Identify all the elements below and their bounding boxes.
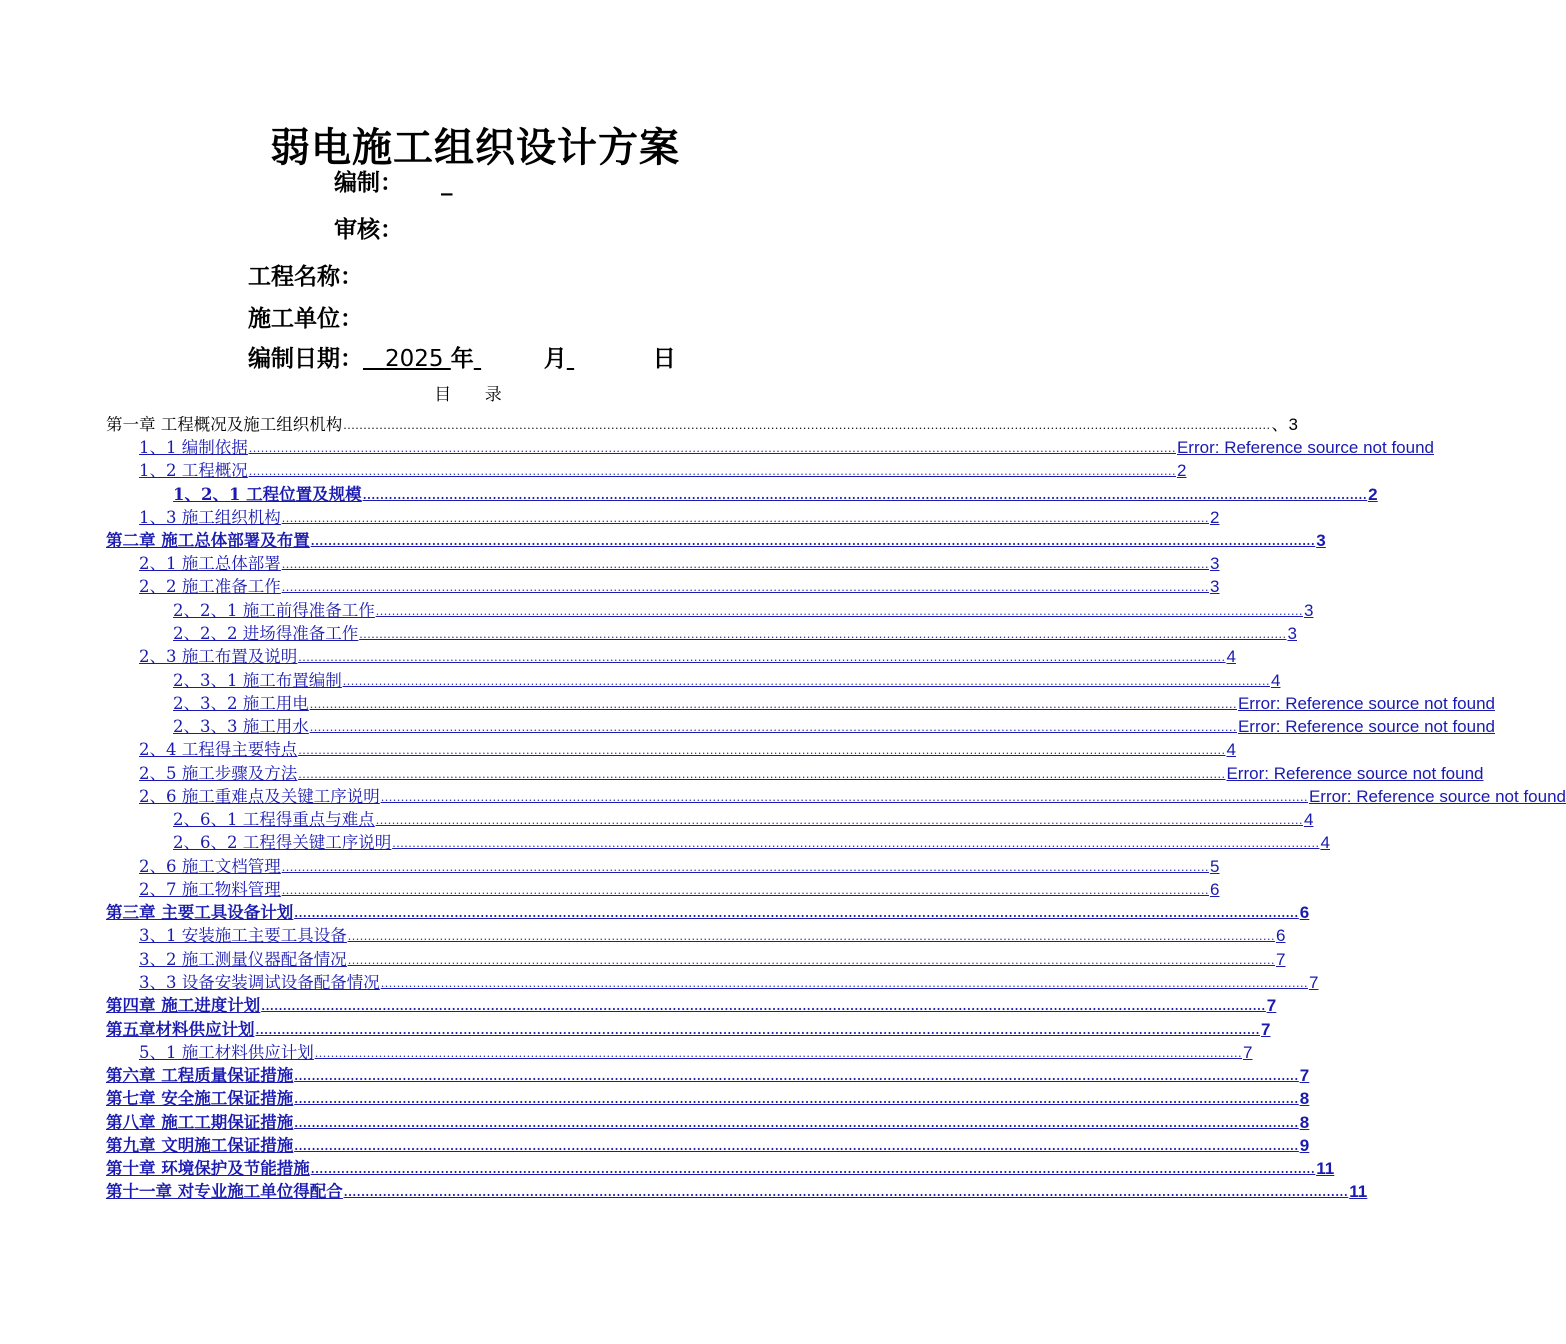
toc-entry-page: 6 [1275, 926, 1286, 945]
project-name-row [248, 258, 363, 291]
date-label: 编制日期： [248, 346, 363, 372]
toc-entry-label: 第十一章 对专业施工单位得配合 [106, 1182, 343, 1201]
date-day-unit: 日 [652, 346, 676, 372]
toc-entry-label: 2、3、3 施工用水 [173, 717, 309, 736]
toc-leader-dots: ........................................................................................................................................................................................................................................ [380, 977, 1308, 990]
toc-entry-page: 9 [1299, 1136, 1310, 1155]
date-month-unit: 月 [543, 346, 567, 372]
toc-leader-dots: ........................................................................................................................................................................................................................................ [310, 1163, 1316, 1176]
toc-entry[interactable] [139, 879, 1220, 901]
toc-entry-label: 2、3、1 施工布置编制 [173, 671, 342, 690]
toc-entry[interactable] [173, 484, 1378, 506]
toc-entry-page: 4 [1320, 833, 1330, 852]
toc-entry[interactable] [139, 553, 1220, 575]
date-year-unit: 年 [450, 346, 474, 372]
toc-entry-label: 第三章 主要工具设备计划 [106, 903, 294, 922]
toc-entry-page: 4 [1226, 647, 1236, 666]
toc-entry-label: 2、7 施工物料管理 [139, 880, 281, 899]
toc-leader-dots: ........................................................................................................................................................................................................................................ [309, 698, 1237, 711]
document-title: 弱电施工组织设计方案 [270, 125, 680, 171]
toc-leader-dots: ........................................................................................................................................................................................................................................ [375, 605, 1303, 618]
toc-leader-dots: ........................................................................................................................................................................................................................................ [310, 535, 1316, 548]
reviewed-by-label: 审核： [334, 217, 403, 243]
toc-entry[interactable] [106, 530, 1326, 552]
toc-entry-page: 7 [1260, 1020, 1271, 1039]
toc-leader-dots: ........................................................................................................................................................................................................................................ [281, 861, 1209, 874]
toc-entry-label: 2、2、1 施工前得准备工作 [173, 601, 375, 620]
toc-entry-page: 11 [1316, 1159, 1335, 1178]
toc-entry-label: 2、6 施工文档管理 [139, 857, 281, 876]
toc-entry[interactable] [106, 414, 1298, 436]
toc-entry-page: 3 [1209, 577, 1220, 596]
toc-entry-page: Error: Reference source not found [1308, 787, 1566, 806]
toc-entry-page: 3 [1316, 531, 1326, 550]
toc-entry[interactable] [106, 1135, 1310, 1157]
toc-entry-label: 2、3、2 施工用电 [173, 694, 309, 713]
toc-leader-dots: ........................................................................................................................................................................................................................................ [248, 442, 1176, 455]
toc-entry-page: 6 [1299, 903, 1310, 922]
toc-leader-dots: ........................................................................................................................................................................................................................................ [281, 558, 1209, 571]
toc-leader-dots: ........................................................................................................................................................................................................................................ [342, 675, 1270, 688]
toc-leader-dots: ........................................................................................................................................................................................................................................ [362, 489, 1368, 502]
date-year-underline [363, 346, 451, 372]
toc-entry-label: 1、1 编制依据 [139, 438, 248, 457]
toc-entry-page: 、3 [1271, 415, 1298, 434]
compiled-by-value: _ [441, 170, 453, 196]
date-year: 2025 [384, 346, 444, 372]
toc-entry-page: 3 [1303, 601, 1314, 620]
toc-leader-dots: ........................................................................................................................................................................................................................................ [298, 651, 1226, 664]
toc-entry[interactable] [106, 1112, 1310, 1134]
toc-leader-dots: ........................................................................................................................................................................................................................................ [255, 1024, 1260, 1037]
toc-entry-page: 3 [1287, 624, 1297, 643]
toc-leader-dots: ........................................................................................................................................................................................................................................ [359, 628, 1287, 641]
toc-leader-dots: ........................................................................................................................................................................................................................................ [347, 930, 1275, 943]
toc-entry-label: 2、2 施工准备工作 [139, 577, 281, 596]
toc-entry[interactable] [139, 437, 1434, 459]
toc-leader-dots: ........................................................................................................................................................................................................................................ [343, 419, 1271, 432]
toc-entry[interactable] [106, 902, 1310, 924]
toc-entry-label: 第五章材料供应计划 [106, 1020, 255, 1039]
toc-entry-page: 2 [1368, 485, 1378, 504]
toc-leader-dots: ........................................................................................................................................................................................................................................ [248, 465, 1176, 478]
toc-entry[interactable] [173, 693, 1495, 715]
toc-leader-dots: ........................................................................................................................................................................................................................................ [392, 837, 1320, 850]
compiled-by-row [334, 164, 453, 197]
toc-entry[interactable] [106, 1088, 1310, 1110]
toc-entry-page: 7 [1275, 950, 1286, 969]
toc-leader-dots: ........................................................................................................................................................................................................................................ [375, 814, 1303, 827]
project-name-label: 工程名称： [248, 264, 363, 290]
construction-unit-label: 施工单位： [248, 306, 363, 332]
toc-heading: 目 录 [434, 385, 516, 405]
toc-entry[interactable] [139, 460, 1187, 482]
toc-entry[interactable] [139, 856, 1220, 878]
toc-entry[interactable] [173, 832, 1330, 854]
toc-entry-page: 3 [1209, 554, 1220, 573]
toc-leader-dots: ........................................................................................................................................................................................................................................ [298, 744, 1226, 757]
toc-entry-page: 7 [1242, 1043, 1253, 1062]
toc-entry-label: 2、2、2 进场得准备工作 [173, 624, 359, 643]
toc-entry[interactable] [173, 716, 1495, 738]
compile-date-row [248, 340, 676, 373]
toc-entry[interactable] [106, 995, 1277, 1017]
date-day-blank [567, 346, 653, 372]
toc-entry-label: 2、6、1 工程得重点与难点 [173, 810, 375, 829]
toc-entry-label: 2、6 施工重难点及关键工序说明 [139, 787, 380, 806]
toc-entry-label: 5、1 施工材料供应计划 [139, 1043, 314, 1062]
toc-entry-label: 3、3 设备安装调试设备配备情况 [139, 973, 380, 992]
toc-entry-page: Error: Reference source not found [1237, 694, 1495, 713]
toc-entry-page: 6 [1209, 880, 1220, 899]
toc-entry[interactable] [139, 949, 1286, 971]
toc-entry-label: 第六章 工程质量保证措施 [106, 1066, 294, 1085]
toc-entry[interactable] [106, 1019, 1271, 1041]
toc-entry-page: 5 [1209, 857, 1220, 876]
toc-entry-label: 第十章 环境保护及节能措施 [106, 1159, 310, 1178]
toc-entry-label: 第一章 工程概况及施工组织机构 [106, 415, 343, 434]
toc-entry[interactable] [139, 646, 1236, 668]
toc-leader-dots: ........................................................................................................................................................................................................................................ [309, 721, 1237, 734]
toc-entry-page: Error: Reference source not found [1176, 438, 1434, 457]
toc-entry[interactable] [173, 600, 1314, 622]
toc-entry-page: 4 [1303, 810, 1314, 829]
toc-entry[interactable] [139, 763, 1484, 785]
toc-entry-label: 第八章 施工工期保证措施 [106, 1113, 294, 1132]
toc-entry-page: Error: Reference source not found [1237, 717, 1495, 736]
toc-entry-label: 2、4 工程得主要特点 [139, 740, 298, 759]
toc-entry[interactable] [139, 576, 1220, 598]
date-month-blank [474, 346, 544, 372]
toc-entry-label: 2、1 施工总体部署 [139, 554, 281, 573]
toc-entry[interactable] [139, 1042, 1253, 1064]
toc-entry-page: 7 [1266, 996, 1277, 1015]
toc-leader-dots: ........................................................................................................................................................................................................................................ [343, 1186, 1349, 1199]
toc-entry[interactable] [139, 972, 1319, 994]
toc-entry-label: 2、6、2 工程得关键工序说明 [173, 833, 392, 852]
toc-entry-label: 1、2 工程概况 [139, 461, 248, 480]
toc-leader-dots: ........................................................................................................................................................................................................................................ [294, 1070, 1299, 1083]
toc-leader-dots: ........................................................................................................................................................................................................................................ [261, 1000, 1266, 1013]
toc-leader-dots: ........................................................................................................................................................................................................................................ [294, 1117, 1299, 1130]
toc-entry-label: 第二章 施工总体部署及布置 [106, 531, 310, 550]
toc-entry[interactable] [173, 809, 1314, 831]
compiled-by-label: 编制： [334, 170, 403, 196]
toc-leader-dots: ........................................................................................................................................................................................................................................ [380, 791, 1308, 804]
toc-entry-label: 第四章 施工进度计划 [106, 996, 261, 1015]
toc-entry-page: 2 [1209, 508, 1220, 527]
toc-entry-page: 7 [1299, 1066, 1310, 1085]
toc-entry[interactable] [106, 1065, 1310, 1087]
toc-entry-label: 第九章 文明施工保证措施 [106, 1136, 294, 1155]
toc-entry[interactable] [139, 507, 1220, 529]
toc-entry-page: 8 [1299, 1113, 1310, 1132]
toc-entry-label: 1、2、1 工程位置及规模 [173, 485, 362, 504]
toc-leader-dots: ........................................................................................................................................................................................................................................ [294, 1093, 1299, 1106]
toc-entry-page: Error: Reference source not found [1226, 764, 1484, 783]
toc-entry[interactable] [106, 1158, 1335, 1180]
construction-unit-row [248, 300, 363, 333]
toc-entry-label: 3、1 安装施工主要工具设备 [139, 926, 347, 945]
toc-entry-label: 2、3 施工布置及说明 [139, 647, 298, 666]
reviewed-by-row [334, 211, 403, 244]
toc-leader-dots: ........................................................................................................................................................................................................................................ [281, 581, 1209, 594]
toc-entry-page: 4 [1270, 671, 1281, 690]
toc-leader-dots: ........................................................................................................................................................................................................................................ [347, 954, 1275, 967]
toc-leader-dots: ........................................................................................................................................................................................................................................ [314, 1047, 1242, 1060]
toc-entry[interactable] [139, 739, 1236, 761]
toc-leader-dots: ........................................................................................................................................................................................................................................ [298, 768, 1226, 781]
toc-entry-label: 第七章 安全施工保证措施 [106, 1089, 294, 1108]
toc-leader-dots: ........................................................................................................................................................................................................................................ [281, 884, 1209, 897]
toc-entry-label: 2、5 施工步骤及方法 [139, 764, 298, 783]
toc-leader-dots: ........................................................................................................................................................................................................................................ [294, 907, 1299, 920]
toc-entry-page: 8 [1299, 1089, 1310, 1108]
toc-entry[interactable] [173, 670, 1281, 692]
toc-entry-page: 2 [1176, 461, 1187, 480]
toc-leader-dots: ........................................................................................................................................................................................................................................ [294, 1140, 1299, 1153]
toc-entry-page: 11 [1349, 1182, 1368, 1201]
toc-entry[interactable] [173, 623, 1297, 645]
toc-leader-dots: ........................................................................................................................................................................................................................................ [281, 512, 1209, 525]
toc-entry-label: 1、3 施工组织机构 [139, 508, 281, 527]
toc-entry-page: 7 [1308, 973, 1319, 992]
toc-entry[interactable] [139, 786, 1566, 808]
toc-entry-page: 4 [1226, 740, 1236, 759]
toc-entry[interactable] [139, 925, 1286, 947]
toc-entry-label: 3、2 施工测量仪器配备情况 [139, 950, 347, 969]
toc-entry[interactable] [106, 1181, 1368, 1203]
